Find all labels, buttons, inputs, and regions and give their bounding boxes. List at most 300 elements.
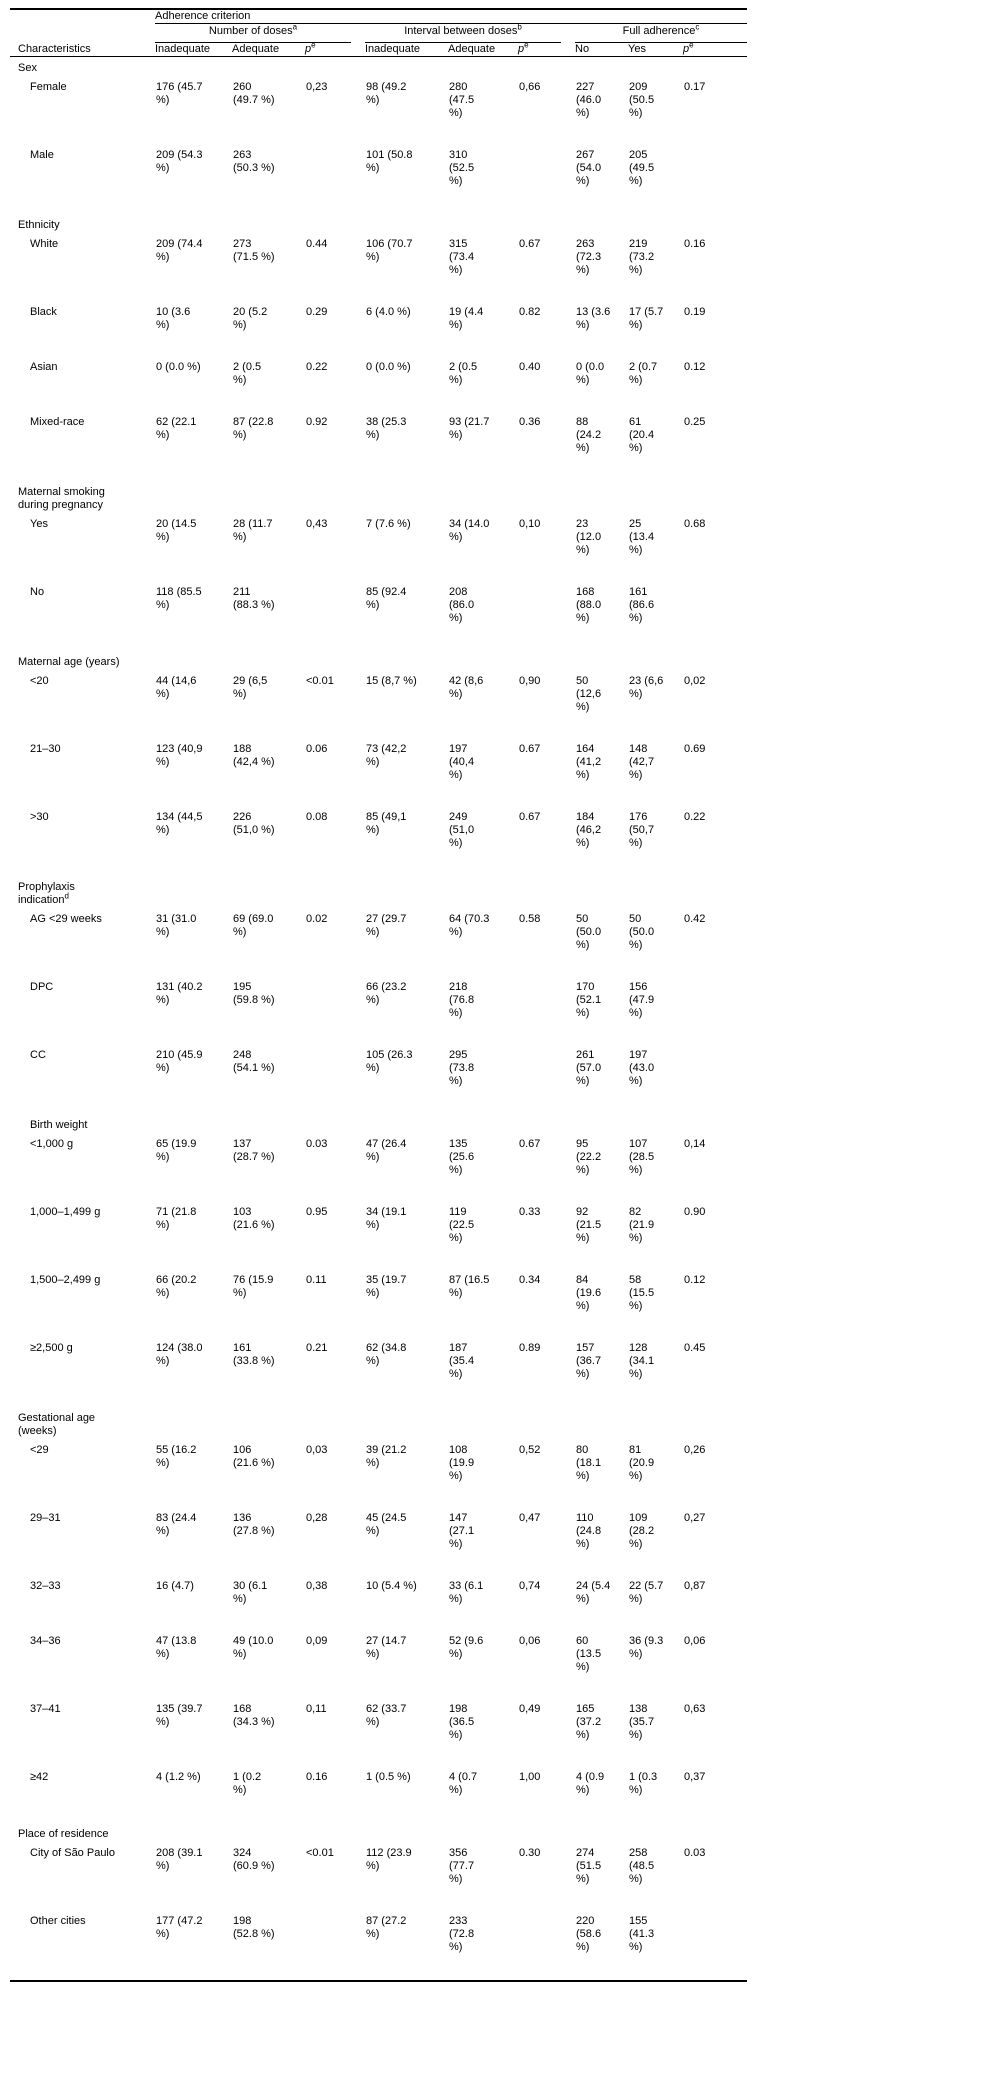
data-cell: 124 (38.0 %) <box>156 1342 203 1367</box>
column-header-p: $p^e$ <box>305 43 365 57</box>
column-header-p: $p^e$ <box>518 43 575 57</box>
table-row <box>10 1912 747 1981</box>
p-value-cell: 0.16 <box>306 1771 328 1783</box>
p-value-cell: 0.45 <box>684 1342 706 1354</box>
data-cell: 263 (50.3 %) <box>233 149 275 174</box>
data-cell: 30 (6.1 %) <box>233 1580 268 1605</box>
data-cell: 208 (39.1 %) <box>156 1847 203 1872</box>
data-cell: 85 (49,1 %) <box>366 811 407 836</box>
row-label: CC <box>30 1049 46 1061</box>
p-value-cell: 0,23 <box>306 81 328 93</box>
data-cell: 135 (25.6 %) <box>449 1138 475 1176</box>
p-value-cell: 0.19 <box>684 306 706 318</box>
p-value-cell <box>683 978 747 1046</box>
data-cell: 136 (27.8 %) <box>233 1512 275 1537</box>
row-label: 34–36 <box>30 1635 61 1647</box>
p-value-cell <box>305 583 365 651</box>
data-cell: 2 (0.7 %) <box>629 361 658 386</box>
p-value-cell: 0,74 <box>519 1580 541 1592</box>
data-cell: 176 (45.7 %) <box>156 81 203 106</box>
data-cell: 50 (50.0 %) <box>629 913 655 951</box>
p-value-cell <box>518 1912 575 1981</box>
data-cell: 31 (31.0 %) <box>156 913 197 938</box>
data-cell: 1 (0.3 %) <box>629 1771 658 1796</box>
data-cell: 1 (0.2 %) <box>233 1771 262 1796</box>
data-cell: 118 (85.5 %) <box>156 586 202 611</box>
data-cell: 273 (71.5 %) <box>233 238 275 263</box>
data-cell: 0 (0.0 %) <box>366 361 411 373</box>
p-value-cell: 0.30 <box>519 1847 541 1859</box>
data-cell: 2 (0.5 %) <box>449 361 478 386</box>
table-row <box>10 303 747 358</box>
data-cell: 198 (52.8 %) <box>233 1915 275 1940</box>
section-label: Gestational age (weeks) <box>18 1412 96 1437</box>
data-cell: 248 (54.1 %) <box>233 1049 275 1074</box>
section-label: Birth weight <box>30 1119 88 1131</box>
p-value-cell: 0.03 <box>684 1847 706 1859</box>
table-row <box>10 1577 747 1632</box>
data-cell: 147 (27.1 %) <box>449 1512 475 1550</box>
p-value-cell: 0.44 <box>306 238 328 250</box>
data-cell: 2 (0.5 %) <box>233 361 262 386</box>
data-cell: 6 (4.0 %) <box>366 306 411 318</box>
data-cell: 20 (5.2 %) <box>233 306 268 331</box>
data-cell: 34 (14.0 %) <box>449 518 490 543</box>
data-cell: 35 (19.7 %) <box>366 1274 407 1299</box>
p-value-cell <box>683 1912 747 1981</box>
p-value-cell <box>518 583 575 651</box>
data-cell: 71 (21.8 %) <box>156 1206 197 1231</box>
data-cell: 29 (6,5 %) <box>233 675 268 700</box>
footnote-marker: d <box>64 891 69 901</box>
table-row <box>10 235 747 303</box>
table-row <box>10 672 747 740</box>
data-cell: 310 (52.5 %) <box>449 149 475 187</box>
data-cell: 15 (8,7 %) <box>366 675 417 687</box>
p-value-cell <box>683 583 747 651</box>
table-row <box>10 1768 747 1823</box>
data-cell: 4 (0.7 %) <box>449 1771 478 1796</box>
p-value-cell: 0,14 <box>684 1138 706 1150</box>
data-cell: 87 (27.2 %) <box>366 1915 407 1940</box>
p-value-cell: 0.40 <box>519 361 541 373</box>
row-label: 37–41 <box>30 1703 61 1715</box>
p-value-cell: 0.92 <box>306 416 328 428</box>
data-cell: 65 (19.9 %) <box>156 1138 197 1163</box>
data-cell: 62 (33.7 %) <box>366 1703 407 1728</box>
p-value-cell <box>305 978 365 1046</box>
data-cell: 34 (19.1 %) <box>366 1206 407 1231</box>
footnote-marker: a <box>292 22 298 32</box>
p-value-cell: 0.12 <box>684 361 706 373</box>
row-label: 32–33 <box>30 1580 61 1592</box>
p-value-cell <box>305 1046 365 1114</box>
p-value-cell: 0.58 <box>519 913 541 925</box>
p-value-cell <box>518 978 575 1046</box>
data-cell: 66 (20.2 %) <box>156 1274 197 1299</box>
row-label: AG <29 weeks <box>30 913 102 925</box>
row-label: Mixed-race <box>30 416 85 428</box>
data-cell: 280 (47.5 %) <box>449 81 475 119</box>
p-value-cell: 0,28 <box>306 1512 328 1524</box>
data-cell: 170 (52.1 %) <box>576 981 602 1019</box>
section-row-birth-weight <box>10 1114 747 1135</box>
data-cell: 274 (51.5 %) <box>576 1847 602 1885</box>
section-row-maternal-smoking-during-pregnancy <box>10 481 747 515</box>
data-cell: 13 (3.6 %) <box>576 306 611 331</box>
data-cell: 138 (35.7 %) <box>629 1703 655 1741</box>
data-cell: 17 (5.7 %) <box>629 306 664 331</box>
section-label: Ethnicity <box>18 219 60 231</box>
data-cell: 128 (34.1 %) <box>629 1342 655 1380</box>
data-cell: 119 (22.5 %) <box>449 1206 475 1244</box>
data-cell: 85 (92.4 %) <box>366 586 407 611</box>
data-cell: 25 (13.4 %) <box>629 518 655 556</box>
data-cell: 16 (4.7) <box>156 1580 194 1592</box>
p-value-cell: 0,03 <box>306 1444 328 1456</box>
data-cell: 148 (42,7 %) <box>629 743 655 781</box>
table-row <box>10 515 747 583</box>
row-label: ≥2,500 g <box>30 1342 73 1354</box>
table-row <box>10 1509 747 1577</box>
p-value-cell: 0,26 <box>684 1444 706 1456</box>
table-row <box>10 1441 747 1509</box>
data-cell: 33 (6.1 %) <box>449 1580 484 1605</box>
column-header-inadequate: Inadequate <box>155 43 232 57</box>
table-row <box>10 146 747 214</box>
data-cell: 4 (0.9 %) <box>576 1771 605 1796</box>
p-value-cell: 0,47 <box>519 1512 541 1524</box>
p-value-cell: 0,06 <box>519 1635 541 1647</box>
column-header-adequate: Adequate <box>232 43 305 57</box>
p-value-cell: 0.82 <box>519 306 541 318</box>
row-label: <1,000 g <box>30 1138 74 1150</box>
p-value-cell <box>683 1046 747 1114</box>
p-value-cell: 0,87 <box>684 1580 706 1592</box>
p-value-cell: 0.33 <box>519 1206 541 1218</box>
p-value-cell: 0.17 <box>684 81 706 93</box>
group-header-row <box>10 24 747 44</box>
data-cell: 168 (88.0 %) <box>576 586 602 624</box>
p-value-cell: 0.67 <box>519 1138 541 1150</box>
data-cell: 218 (76.8 %) <box>449 981 475 1019</box>
data-cell: 88 (24.2 %) <box>576 416 602 454</box>
data-cell: 20 (14.5 %) <box>156 518 197 543</box>
row-label: Yes <box>30 518 48 530</box>
data-cell: 0 (0.0 %) <box>156 361 201 373</box>
p-value-cell: 0,10 <box>519 518 541 530</box>
table-row <box>10 978 747 1046</box>
p-value-cell: 0.02 <box>306 913 328 925</box>
data-cell: 184 (46,2 %) <box>576 811 602 849</box>
column-header-row <box>10 43 747 57</box>
row-label: <29 <box>30 1444 49 1456</box>
data-cell: 208 (86.0 %) <box>449 586 475 624</box>
data-cell: 4 (1.2 %) <box>156 1771 201 1783</box>
table-row <box>10 1339 747 1407</box>
data-cell: 324 (60.9 %) <box>233 1847 275 1872</box>
data-cell: 80 (18.1 %) <box>576 1444 602 1482</box>
table-body <box>10 57 747 1982</box>
p-value-cell: 0,90 <box>519 675 541 687</box>
p-value-cell: 0.03 <box>306 1138 328 1150</box>
data-cell: 315 (73.4 %) <box>449 238 475 276</box>
section-row-maternal-age-years <box>10 651 747 672</box>
row-label: Female <box>30 81 67 93</box>
p-value-cell: 0,38 <box>306 1580 328 1592</box>
column-group-number-of-doses: Number of doses$^a$ <box>155 24 365 44</box>
data-cell: 263 (72.3 %) <box>576 238 602 276</box>
data-cell: 356 (77.7 %) <box>449 1847 475 1885</box>
data-cell: 45 (24.5 %) <box>366 1512 407 1537</box>
table-header <box>10 9 747 57</box>
data-cell: 209 (50.5 %) <box>629 81 655 119</box>
data-cell: 187 (35.4 %) <box>449 1342 475 1380</box>
data-cell: 109 (28.2 %) <box>629 1512 655 1550</box>
data-cell: 19 (4.4 %) <box>449 306 484 331</box>
data-cell: 156 (47.9 %) <box>629 981 655 1019</box>
data-cell: 197 (40,4 %) <box>449 743 475 781</box>
table-row <box>10 808 747 876</box>
adherence-criterion-table <box>10 8 747 1982</box>
section-row-place-of-residence <box>10 1823 747 1844</box>
table-row <box>10 740 747 808</box>
row-label: Other cities <box>30 1915 86 1927</box>
footnote-marker: c <box>695 22 700 32</box>
data-cell: 233 (72.8 %) <box>449 1915 475 1953</box>
data-cell: 39 (21.2 %) <box>366 1444 407 1469</box>
section-label: Place of residence <box>18 1828 109 1840</box>
data-cell: 23 (6,6 %) <box>629 675 664 700</box>
row-label: White <box>30 238 59 250</box>
data-cell: 64 (70.3 %) <box>449 913 490 938</box>
data-cell: 106 (70.7 %) <box>366 238 413 263</box>
section-row-gestational-age-weeks <box>10 1407 747 1441</box>
p-value-cell: 0.67 <box>519 743 541 755</box>
table-row <box>10 358 747 413</box>
row-label: 1,000–1,499 g <box>30 1206 101 1218</box>
top-header-spacer <box>10 9 155 24</box>
data-cell: 10 (5.4 %) <box>366 1580 417 1592</box>
p-value-cell: 0.16 <box>684 238 706 250</box>
data-cell: 161 (33.8 %) <box>233 1342 275 1367</box>
data-cell: 23 (12.0 %) <box>576 518 602 556</box>
data-cell: 219 (73.2 %) <box>629 238 655 276</box>
row-label: 21–30 <box>30 743 61 755</box>
p-value-cell: 0,63 <box>684 1703 706 1715</box>
data-cell: 73 (42,2 %) <box>366 743 407 768</box>
p-value-cell: 1,00 <box>519 1771 541 1783</box>
data-cell: 107 (28.5 %) <box>629 1138 655 1176</box>
table-row <box>10 1046 747 1114</box>
footnote-marker: b <box>517 22 522 32</box>
p-value-cell: 0,66 <box>519 81 541 93</box>
data-cell: 260 (49.7 %) <box>233 81 275 106</box>
p-value-cell <box>518 146 575 214</box>
table-row <box>10 1203 747 1271</box>
column-header-yes: Yes <box>628 43 683 57</box>
data-cell: 1 (0.5 %) <box>366 1771 411 1783</box>
data-cell: 27 (14.7 %) <box>366 1635 407 1660</box>
section-row-prophylaxis-indication <box>10 876 747 910</box>
data-cell: 209 (74.4 %) <box>156 238 203 263</box>
data-cell: 61 (20.4 %) <box>629 416 655 454</box>
table-row <box>10 910 747 978</box>
p-value-cell: 0,06 <box>684 1635 706 1647</box>
data-cell: 7 (7.6 %) <box>366 518 411 530</box>
p-value-cell: 0.68 <box>684 518 706 530</box>
data-cell: 10 (3.6 %) <box>156 306 191 331</box>
data-cell: 52 (9.6 %) <box>449 1635 484 1660</box>
p-value-cell: 0,11 <box>306 1703 327 1715</box>
data-cell: 82 (21.9 %) <box>629 1206 655 1244</box>
data-cell: 135 (39.7 %) <box>156 1703 203 1728</box>
column-header-p: $p^e$ <box>683 43 747 57</box>
data-cell: 157 (36.7 %) <box>576 1342 602 1380</box>
data-cell: 137 (28.7 %) <box>233 1138 275 1163</box>
row-label: DPC <box>30 981 54 993</box>
column-group-interval-between-doses: Interval between doses$^b$ <box>365 24 575 44</box>
data-cell: 161 (86.6 %) <box>629 586 655 624</box>
data-cell: 188 (42,4 %) <box>233 743 275 768</box>
p-value-cell <box>518 1046 575 1114</box>
table-row <box>10 1844 747 1912</box>
data-cell: 209 (54.3 %) <box>156 149 203 174</box>
data-cell: 155 (41.3 %) <box>629 1915 655 1953</box>
p-value-cell: 0,49 <box>519 1703 541 1715</box>
section-label: Sex <box>18 62 37 74</box>
data-cell: 112 (23.9 %) <box>366 1847 412 1872</box>
data-cell: 258 (48.5 %) <box>629 1847 655 1885</box>
p-value-cell <box>683 146 747 214</box>
data-cell: 55 (16.2 %) <box>156 1444 197 1469</box>
data-cell: 103 (21.6 %) <box>233 1206 275 1231</box>
data-cell: 22 (5.7 %) <box>629 1580 664 1605</box>
data-cell: 24 (5.4 %) <box>576 1580 611 1605</box>
data-cell: 38 (25.3 %) <box>366 416 407 441</box>
data-cell: 295 (73.8 %) <box>449 1049 475 1087</box>
data-cell: 58 (15.5 %) <box>629 1274 655 1312</box>
data-cell: 84 (19.6 %) <box>576 1274 602 1312</box>
table-row <box>10 1632 747 1700</box>
data-cell: 123 (40,9 %) <box>156 743 203 768</box>
footnote-marker: e <box>311 40 316 50</box>
row-label: <20 <box>30 675 49 687</box>
p-value-cell: 0.06 <box>306 743 328 755</box>
p-value-cell: 0.69 <box>684 743 706 755</box>
p-value-cell: 0,37 <box>684 1771 706 1783</box>
data-cell: 198 (36.5 %) <box>449 1703 475 1741</box>
p-value-cell: 0.67 <box>519 811 541 823</box>
data-cell: 105 (26.3 %) <box>366 1049 413 1074</box>
p-value-cell <box>305 146 365 214</box>
p-value-cell: 0.22 <box>306 361 328 373</box>
data-cell: 98 (49.2 %) <box>366 81 407 106</box>
data-cell: 27 (29.7 %) <box>366 913 407 938</box>
data-cell: 93 (21.7 %) <box>449 416 490 441</box>
section-label: Prophylaxis indication$^d$ <box>18 881 75 906</box>
data-cell: 50 (12,6 %) <box>576 675 602 713</box>
data-cell: 165 (37.2 %) <box>576 1703 602 1741</box>
row-label: 29–31 <box>30 1512 61 1524</box>
data-cell: 220 (58.6 %) <box>576 1915 602 1953</box>
data-cell: 168 (34.3 %) <box>233 1703 275 1728</box>
p-value-cell: 0.08 <box>306 811 328 823</box>
p-value-cell: 0.90 <box>684 1206 706 1218</box>
p-value-cell: 0.89 <box>519 1342 541 1354</box>
data-cell: 83 (24.4 %) <box>156 1512 197 1537</box>
section-row-sex <box>10 57 747 79</box>
row-label: No <box>30 586 45 598</box>
row-label: 1,500–2,499 g <box>30 1274 101 1286</box>
table-row <box>10 1135 747 1203</box>
data-cell: 42 (8,6 %) <box>449 675 484 700</box>
data-cell: 50 (50.0 %) <box>576 913 602 951</box>
row-label: City of São Paulo <box>30 1847 115 1859</box>
row-label: ≥42 <box>30 1771 49 1783</box>
p-value-cell: 0.11 <box>306 1274 327 1286</box>
footnote-marker: e <box>689 40 694 50</box>
data-cell: 205 (49.5 %) <box>629 149 655 187</box>
data-cell: 69 (69.0 %) <box>233 913 274 938</box>
table-row <box>10 78 747 146</box>
data-cell: 95 (22.2 %) <box>576 1138 602 1176</box>
data-cell: 28 (11.7 %) <box>233 518 273 543</box>
p-value-cell: 0.95 <box>306 1206 328 1218</box>
data-cell: 210 (45.9 %) <box>156 1049 203 1074</box>
data-cell: 164 (41,2 %) <box>576 743 602 781</box>
data-cell: 261 (57.0 %) <box>576 1049 602 1087</box>
p-value-cell: 0.25 <box>684 416 706 428</box>
data-cell: 195 (59.8 %) <box>233 981 275 1006</box>
p-value-cell: <0.01 <box>306 675 334 687</box>
top-header-row <box>10 9 747 24</box>
p-value-cell: 0.22 <box>684 811 706 823</box>
row-label: Black <box>30 306 57 318</box>
p-value-cell: 0.21 <box>306 1342 328 1354</box>
row-label: >30 <box>30 811 49 823</box>
data-cell: 62 (22.1 %) <box>156 416 197 441</box>
data-cell: 36 (9.3 %) <box>629 1635 664 1660</box>
data-cell: 47 (26.4 %) <box>366 1138 407 1163</box>
p-value-cell: 0,27 <box>684 1512 706 1524</box>
data-cell: 110 (24.8 %) <box>576 1512 602 1550</box>
data-cell: 176 (50,7 %) <box>629 811 655 849</box>
table-row <box>10 413 747 481</box>
section-label: Maternal smoking during pregnancy <box>18 486 105 511</box>
data-cell: 62 (34.8 %) <box>366 1342 407 1367</box>
row-label: Asian <box>30 361 58 373</box>
data-cell: 66 (23.2 %) <box>366 981 407 1006</box>
group-header-spacer <box>10 24 155 44</box>
adherence-criterion-header: Adherence criterion <box>155 9 747 24</box>
column-header-adequate: Adequate <box>448 43 518 57</box>
data-cell: 81 (20.9 %) <box>629 1444 655 1482</box>
data-cell: 108 (19.9 %) <box>449 1444 475 1482</box>
data-cell: 49 (10.0 %) <box>233 1635 274 1660</box>
data-cell: 267 (54.0 %) <box>576 149 602 187</box>
section-label: Maternal age (years) <box>18 656 120 668</box>
data-cell: 177 (47.2 %) <box>156 1915 203 1940</box>
column-group-full-adherence: Full adherence$^c$ <box>575 24 747 44</box>
p-value-cell: 0,52 <box>519 1444 541 1456</box>
data-cell: 87 (16.5 %) <box>449 1274 490 1299</box>
data-cell: 92 (21.5 %) <box>576 1206 602 1244</box>
data-cell: 197 (43.0 %) <box>629 1049 655 1087</box>
data-cell: 134 (44,5 %) <box>156 811 203 836</box>
column-header-no: No <box>575 43 628 57</box>
data-cell: 227 (46.0 %) <box>576 81 602 119</box>
